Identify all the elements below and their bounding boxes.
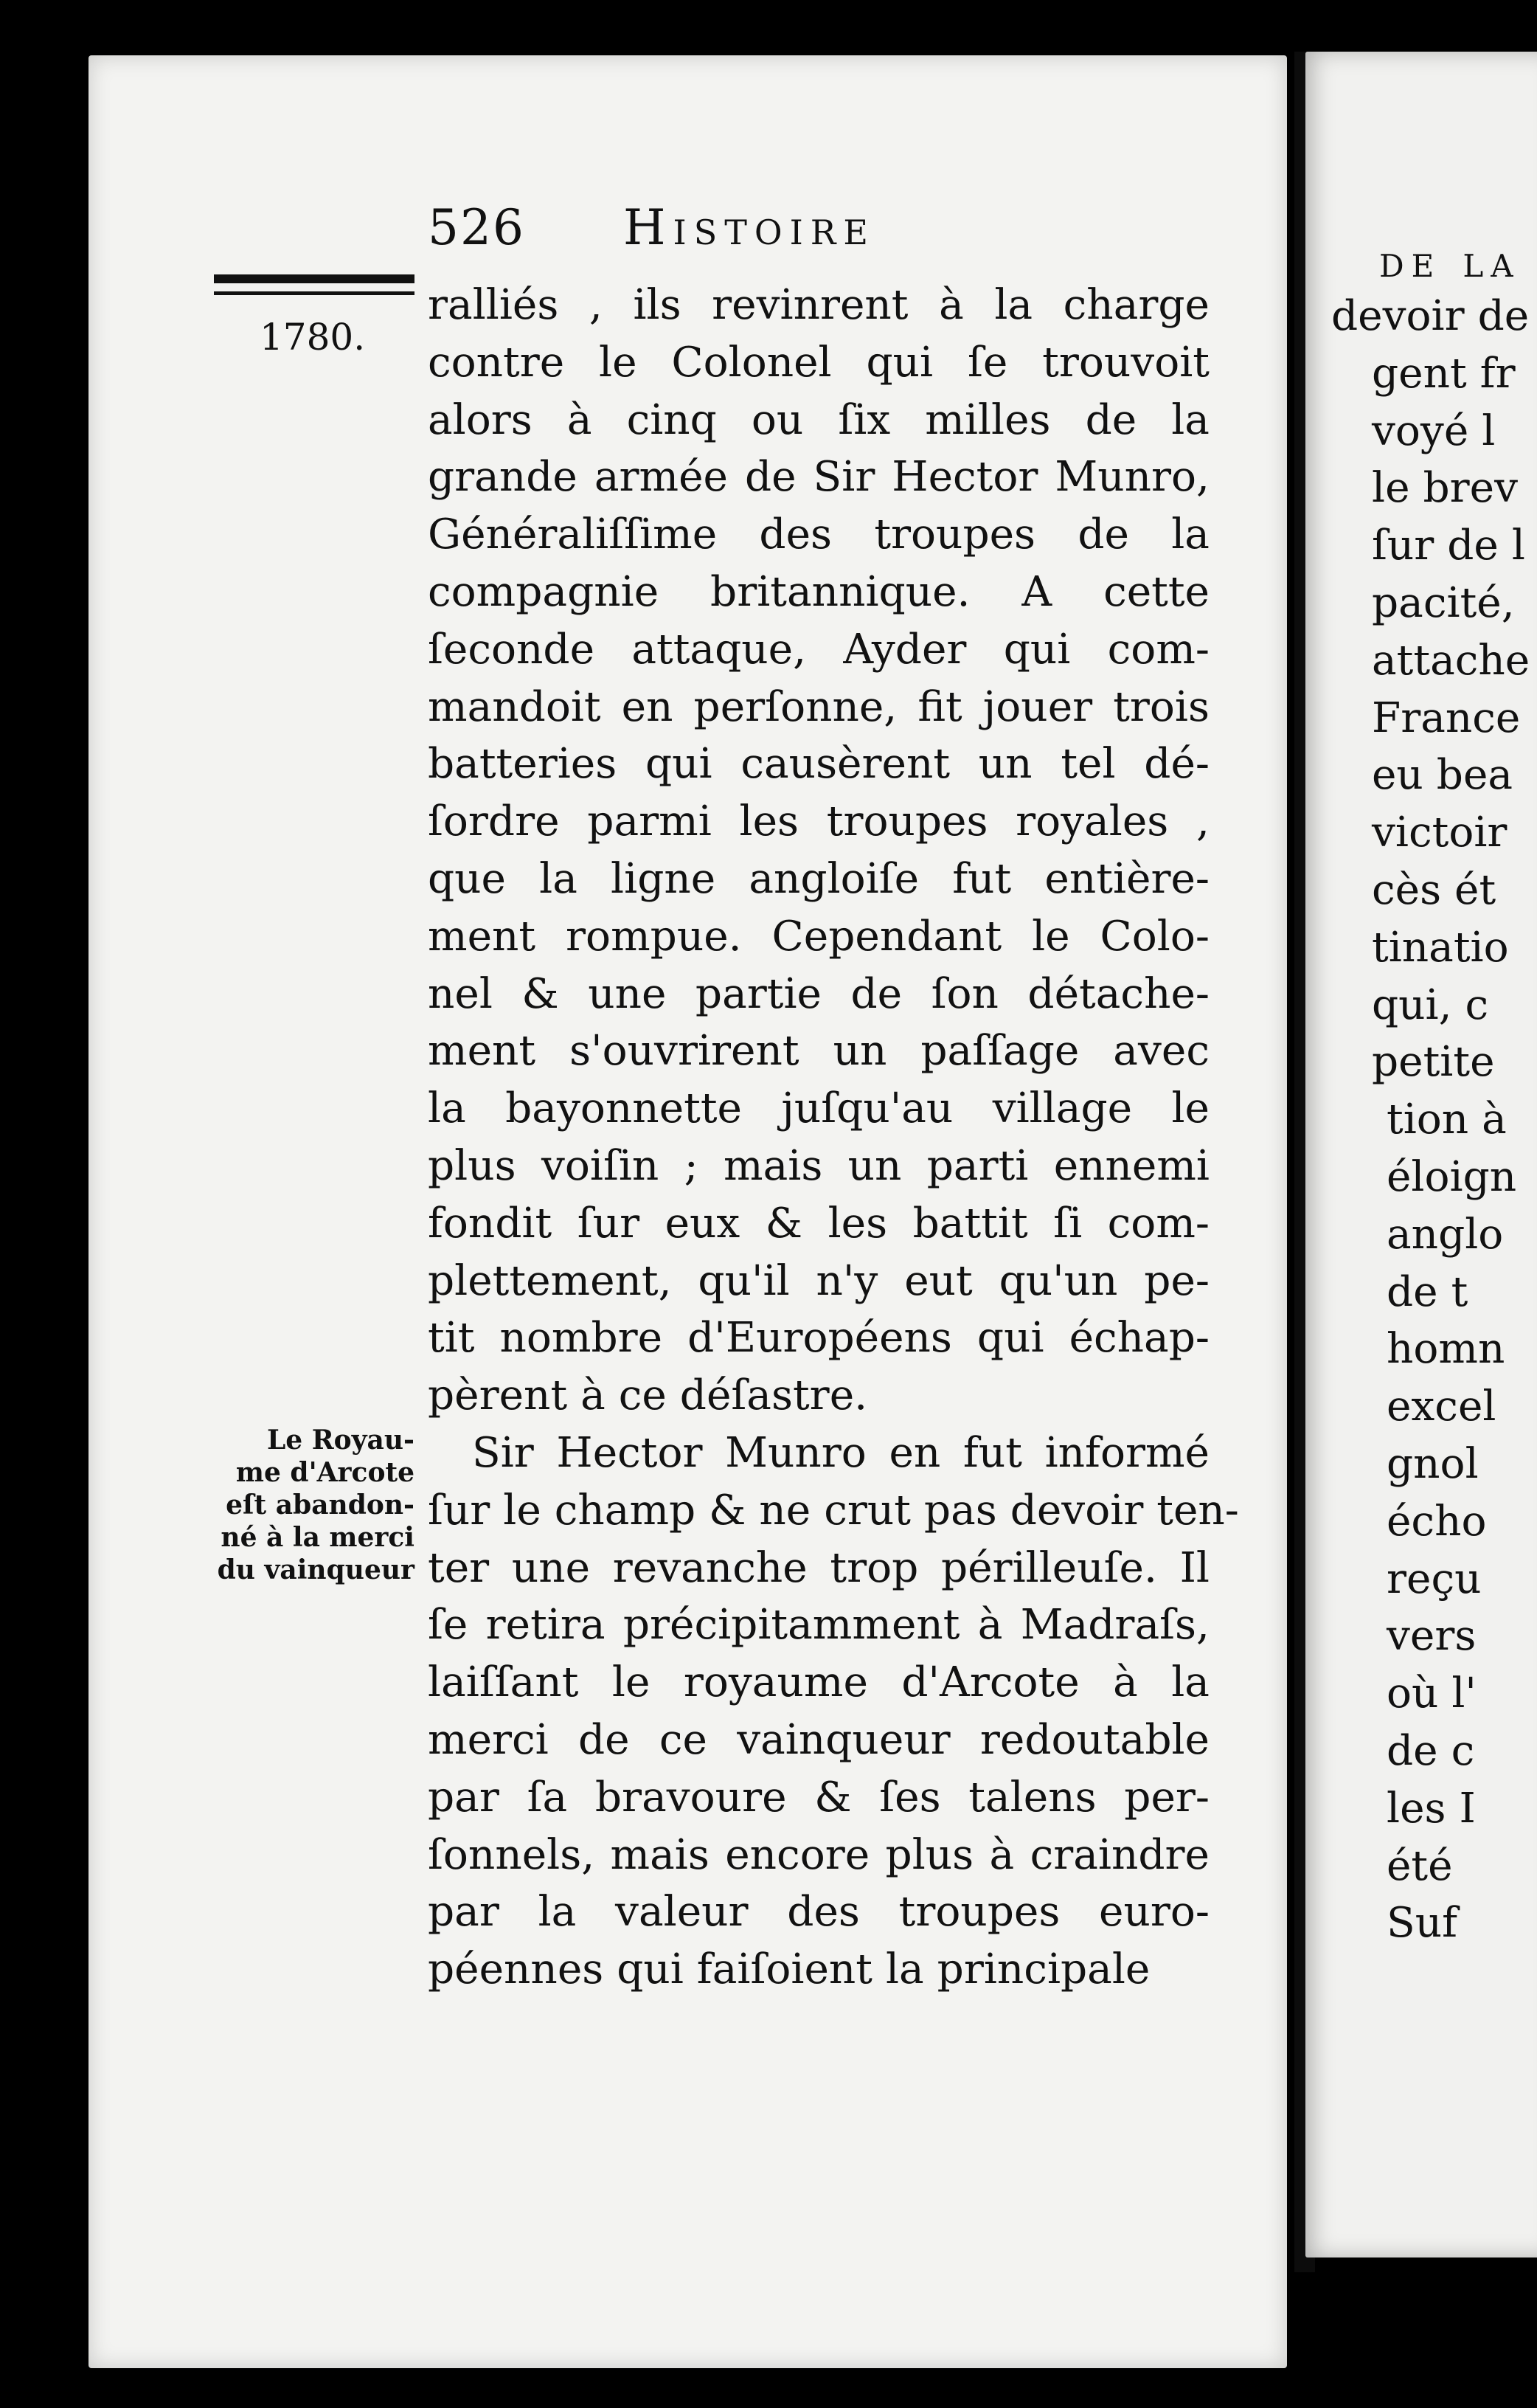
text-line: fondit ſur eux & les battit ſi com- xyxy=(428,1199,1210,1248)
text-line: laiſſant le royaume d'Arcote à la xyxy=(428,1658,1210,1707)
header-rule xyxy=(214,274,414,295)
body-text xyxy=(428,277,1239,1999)
margin-note-line: me d'Arcote xyxy=(235,1457,414,1488)
text-line: plettement, qu'il n'y eut qu'un pe- xyxy=(428,1256,1210,1305)
margin-year: 1780. xyxy=(260,316,366,359)
right-text-line: reçu xyxy=(1387,1554,1482,1603)
right-text-line: qui, c xyxy=(1372,980,1489,1029)
right-text-line: tinatio xyxy=(1372,923,1509,972)
running-header xyxy=(428,199,875,256)
text-line: ſeconde attaque, Ayder qui com- xyxy=(428,625,1210,674)
right-text-line: tion à xyxy=(1387,1096,1507,1144)
margin-note-line: du vainqueur xyxy=(217,1554,414,1585)
right-text-line: éloign xyxy=(1387,1152,1517,1201)
text-line: la bayonnette juſqu'au village le xyxy=(428,1084,1210,1133)
right-text-line: gnol xyxy=(1387,1439,1479,1488)
right-text-line: où l' xyxy=(1387,1670,1477,1718)
right-text-line: victoir xyxy=(1372,809,1507,857)
text-line: par ſa bravoure & ſes talens per- xyxy=(428,1773,1210,1821)
right-text-line: de c xyxy=(1387,1726,1475,1775)
text-line: tit nombre d'Européens qui échap- xyxy=(428,1314,1210,1363)
text-line: nel & une partie de ſon détache- xyxy=(428,969,1210,1018)
text-line: Sir Hector Munro en fut informé xyxy=(472,1428,1210,1477)
right-text-line: attache xyxy=(1372,636,1530,685)
right-page xyxy=(1305,52,1537,2258)
right-text-line: eu bea xyxy=(1372,751,1513,800)
right-text-line: ſur de l xyxy=(1372,522,1525,570)
margin-note-line: eſt abandon- xyxy=(226,1490,414,1520)
right-text-line: homn xyxy=(1387,1325,1505,1374)
right-page-text xyxy=(1331,288,1530,1952)
text-line: plus voiſin ; mais un parti ennemi xyxy=(428,1141,1210,1190)
text-line: grande armée de Sir Hector Munro, xyxy=(428,453,1210,502)
text-line: ſe retira précipitamment à Madraſs, xyxy=(428,1601,1210,1650)
text-line: alors à cinq ou ſix milles de la xyxy=(428,395,1210,444)
text-line: compagnie britannique. A cette xyxy=(428,567,1210,616)
right-text-line: vers xyxy=(1387,1612,1477,1661)
text-line: pèrent à ce déſastre. xyxy=(428,1371,868,1420)
text-line: merci de ce vainqueur redoutable xyxy=(428,1715,1210,1764)
right-text-line: voyé l xyxy=(1372,406,1496,455)
right-text-line: écho xyxy=(1387,1497,1487,1546)
right-text-line: cès ét xyxy=(1372,865,1496,914)
text-line: ment rompue. Cependant le Colo- xyxy=(428,912,1210,961)
right-text-line: excel xyxy=(1387,1383,1496,1431)
text-line: ſordre parmi les troupes royales , xyxy=(428,798,1210,846)
text-line: ment s'ouvrirent un paſſage avec xyxy=(428,1027,1210,1076)
right-text-line: anglo xyxy=(1387,1210,1504,1259)
text-line: ter une revanche trop périlleuſe. Il xyxy=(428,1543,1210,1592)
margin-note xyxy=(201,1424,414,1586)
text-line: par la valeur des troupes euro- xyxy=(428,1888,1210,1937)
right-text-line: gent fr xyxy=(1372,349,1516,398)
text-line: que la ligne angloiſe fut entière- xyxy=(428,854,1210,903)
page-number: 526 xyxy=(428,199,525,256)
margin-note-line: Le Royau- xyxy=(266,1425,414,1456)
right-text-line: les I xyxy=(1387,1784,1476,1833)
right-text-line: Suf xyxy=(1387,1899,1458,1948)
running-head-title: Histoire xyxy=(622,199,875,256)
right-text-line: été xyxy=(1387,1841,1453,1890)
margin-note-line: né à la merci xyxy=(221,1522,414,1553)
text-line: ſonnels, mais encore plus à craindre xyxy=(428,1830,1210,1879)
right-text-line: le brev xyxy=(1372,464,1518,513)
text-line: Généraliſſime des troupes de la xyxy=(428,511,1210,559)
text-line: contre le Colonel qui ſe trouvoit xyxy=(428,338,1210,387)
right-text-line: de t xyxy=(1387,1267,1468,1316)
text-line: ralliés , ils revinrent à la charge xyxy=(428,281,1210,329)
text-line: péennes qui faiſoient la principale xyxy=(428,1945,1151,1994)
right-text-line: petite xyxy=(1372,1038,1495,1087)
text-line: mandoit en perſonne, fit jouer trois xyxy=(428,682,1210,731)
right-text-line: pacité, xyxy=(1372,578,1515,627)
right-text-line: devoir de xyxy=(1331,292,1530,340)
right-text-line: France xyxy=(1372,693,1521,742)
text-line: batteries qui causèrent un tel dé- xyxy=(428,740,1210,789)
text-line: ſur le champ & ne crut pas devoir ten- xyxy=(428,1486,1239,1535)
right-running-head: de la xyxy=(1379,236,1521,288)
